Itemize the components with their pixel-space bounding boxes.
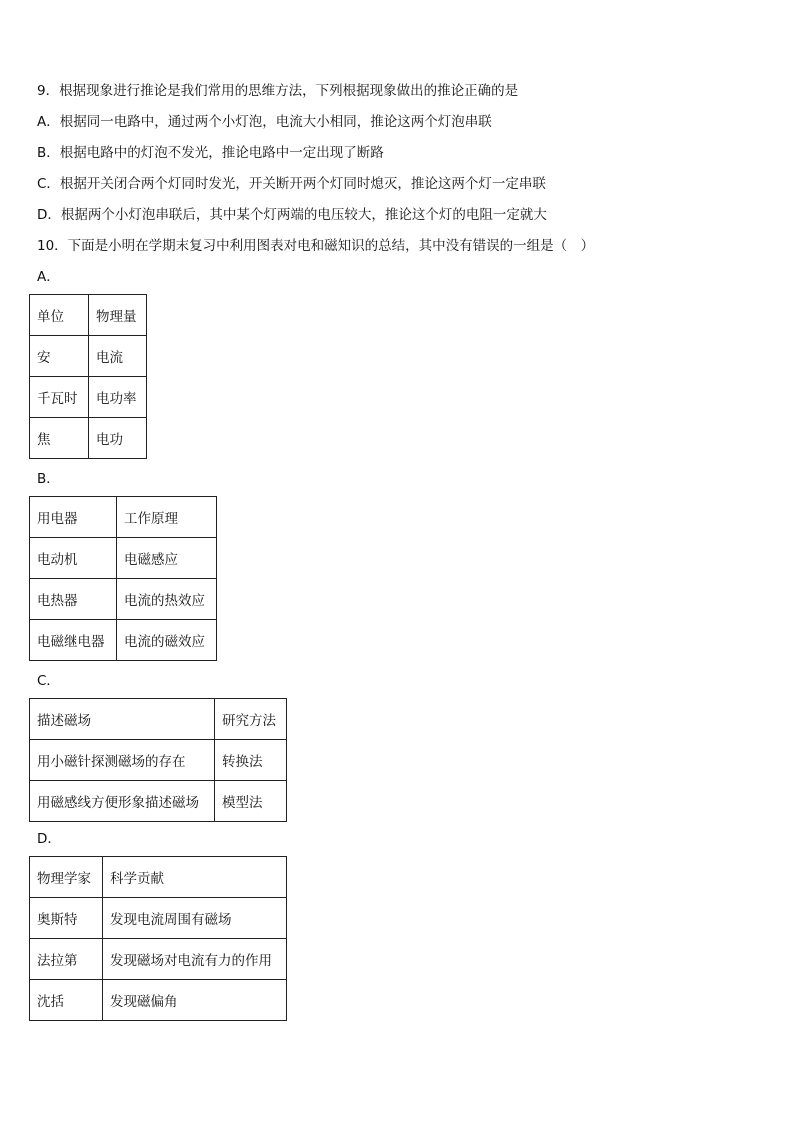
- table-cell: 转换法: [215, 740, 287, 781]
- option-a-label: A．: [37, 269, 60, 285]
- table-cell: 物理量: [89, 295, 147, 336]
- table-cell: 法拉第: [30, 939, 103, 980]
- table-cell: 模型法: [215, 781, 287, 822]
- table-cell: 电磁感应: [117, 538, 217, 579]
- table-cell: 电功率: [89, 377, 147, 418]
- table-cell: 奥斯特: [30, 898, 103, 939]
- table-cell: 发现电流周围有磁场: [103, 898, 287, 939]
- table-cell: 千瓦时: [30, 377, 89, 418]
- table-cell: 电热器: [30, 579, 117, 620]
- table-cell: 用电器: [30, 497, 117, 538]
- question-9-stem: 9．根据现象进行推论是我们常用的思维方法，下列根据现象做出的推论正确的是: [37, 83, 519, 99]
- option-c-label: C．: [37, 673, 60, 689]
- table-row: [30, 620, 217, 661]
- table-cell: 单位: [30, 295, 89, 336]
- question-9-option-a: A．根据同一电路中，通过两个小灯泡，电流大小相同，推论这两个灯泡串联: [37, 114, 492, 130]
- table-row: [30, 781, 287, 822]
- table-cell: 发现磁偏角: [103, 980, 287, 1021]
- table-cell: 电流的热效应: [117, 579, 217, 620]
- option-b-label: B．: [37, 471, 60, 487]
- table-cell: 科学贡献: [103, 857, 287, 898]
- table-cell: 用小磁针探测磁场的存在: [30, 740, 215, 781]
- table-cell: 焦: [30, 418, 89, 459]
- table-row: [30, 898, 287, 939]
- table-row: [30, 295, 147, 336]
- table-row: [30, 980, 287, 1021]
- table-row: [30, 377, 147, 418]
- question-9-option-d: D．根据两个小灯泡串联后，其中某个灯两端的电压较大，推论这个灯的电阻一定就大: [37, 207, 547, 223]
- question-9-option-b: B．根据电路中的灯泡不发光，推论电路中一定出现了断路: [37, 145, 384, 161]
- table-row: [30, 857, 287, 898]
- table-cell: 发现磁场对电流有力的作用: [103, 939, 287, 980]
- table-cell: 沈括: [30, 980, 103, 1021]
- table-row: [30, 579, 217, 620]
- table-row: [30, 538, 217, 579]
- table-row: [30, 418, 147, 459]
- question-10-stem: 10．下面是小明在学期末复习中利用图表对电和磁知识的总结，其中没有错误的一组是（ ）: [37, 238, 595, 254]
- table-cell: 电磁继电器: [30, 620, 117, 661]
- table-row: [30, 939, 287, 980]
- table-cell: 安: [30, 336, 89, 377]
- table-cell: 电功: [89, 418, 147, 459]
- table-cell: 电流: [89, 336, 147, 377]
- table-cell: 电动机: [30, 538, 117, 579]
- table-row: [30, 336, 147, 377]
- option-d-table: [29, 856, 287, 1021]
- table-row: [30, 740, 287, 781]
- table-cell: 研究方法: [215, 699, 287, 740]
- table-cell: 用磁感线方便形象描述磁场: [30, 781, 215, 822]
- option-a-table: [29, 294, 147, 459]
- table-cell: 电流的磁效应: [117, 620, 217, 661]
- option-c-table: [29, 698, 287, 822]
- table-cell: 工作原理: [117, 497, 217, 538]
- table-cell: 描述磁场: [30, 699, 215, 740]
- option-b-table: [29, 496, 217, 661]
- option-d-label: D．: [37, 831, 61, 847]
- table-row: [30, 497, 217, 538]
- table-row: [30, 699, 287, 740]
- question-9-option-c: C．根据开关闭合两个灯同时发光，开关断开两个灯同时熄灭，推论这两个灯一定串联: [37, 176, 546, 192]
- table-cell: 物理学家: [30, 857, 103, 898]
